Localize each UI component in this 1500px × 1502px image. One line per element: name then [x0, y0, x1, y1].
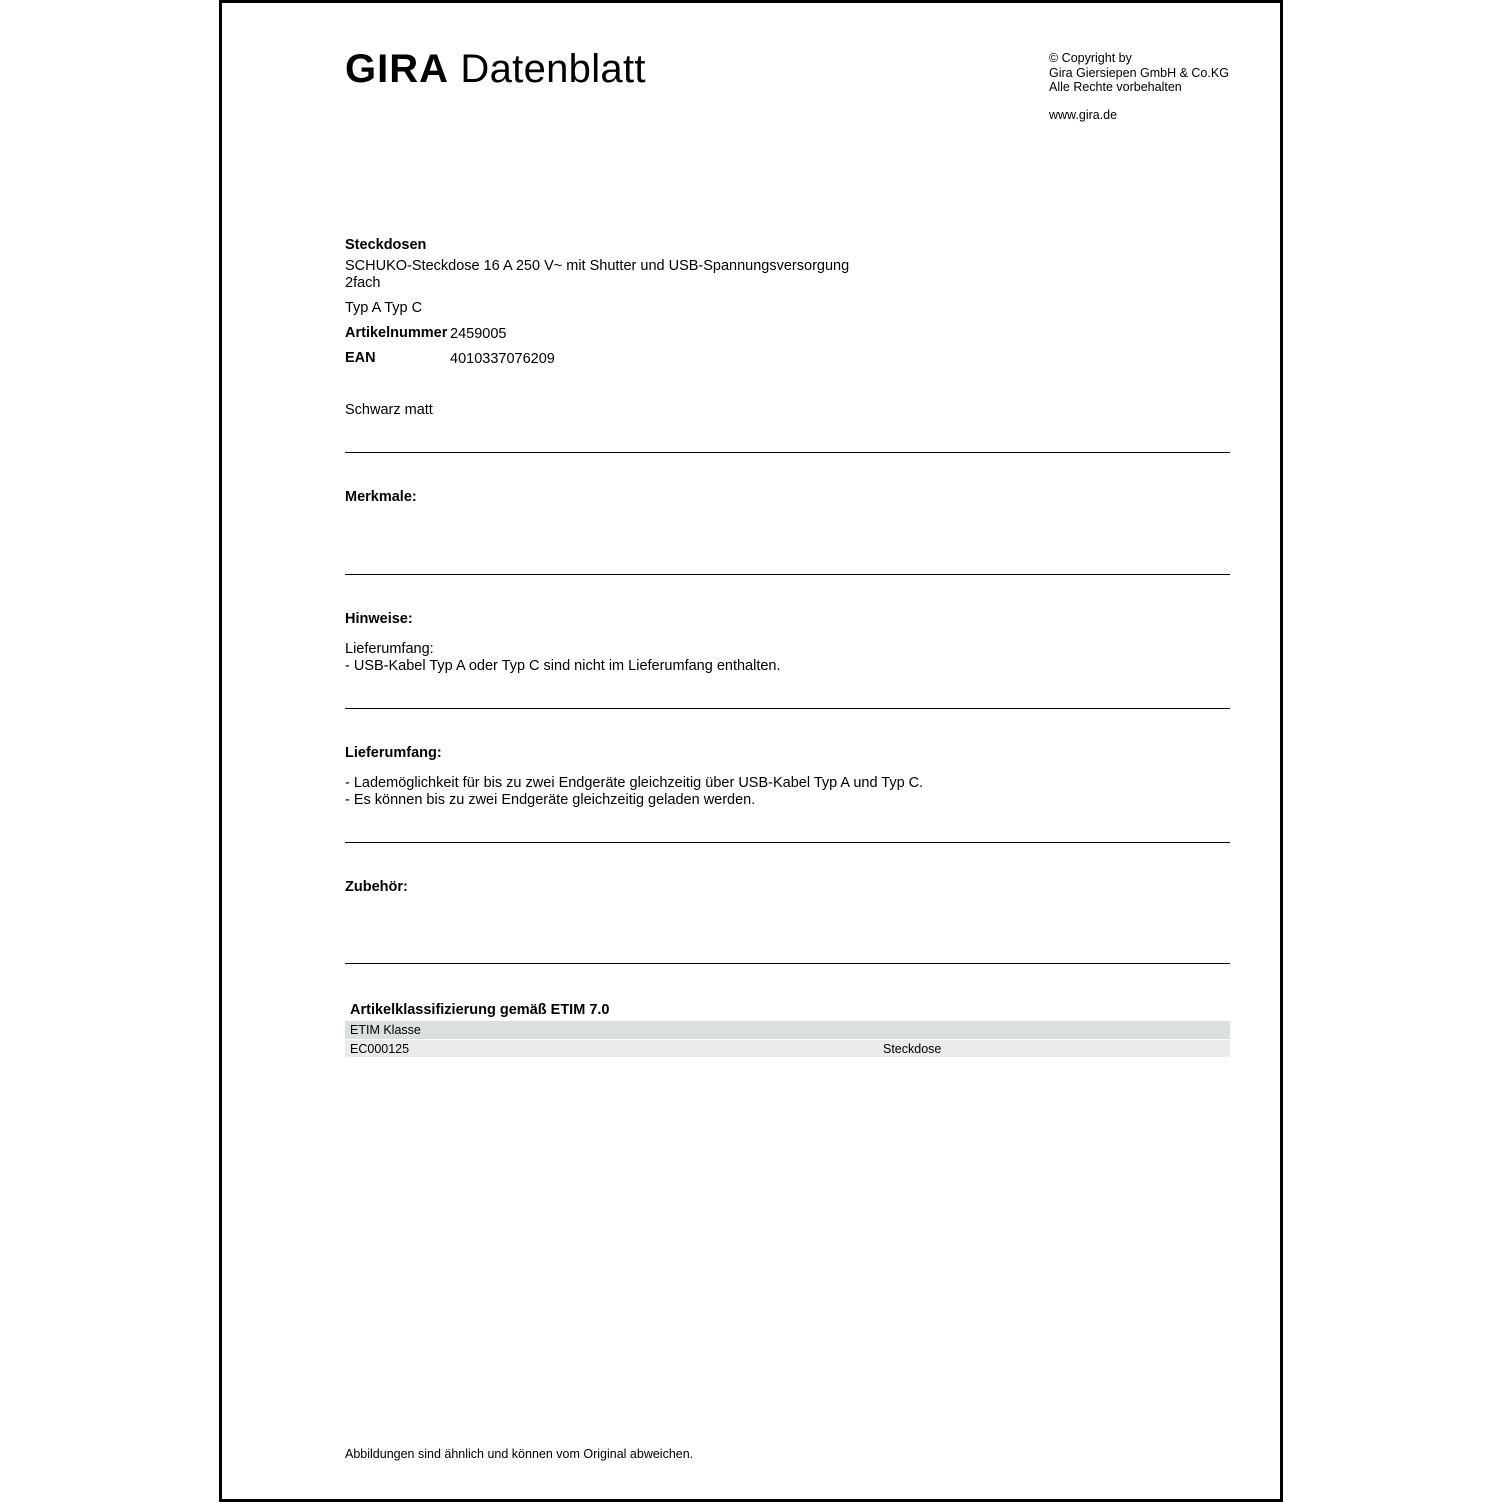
hinweise-line: Lieferumfang: — [345, 641, 434, 657]
merkmale-heading: Merkmale: — [345, 489, 417, 505]
section-divider — [345, 842, 1230, 843]
copyright-line: © Copyright by — [1049, 51, 1132, 65]
gira-logo — [345, 47, 646, 91]
ean-label: EAN — [345, 350, 376, 366]
section-divider — [345, 963, 1230, 964]
product-variant: Typ A Typ C — [345, 300, 423, 316]
table-row — [345, 1040, 1230, 1057]
datasheet-page — [219, 0, 1283, 1502]
lieferumfang-line: - Es können bis zu zwei Endgeräte gleichzeitig geladen werden. — [345, 792, 756, 808]
copyright-line: Gira Giersiepen GmbH & Co.KG — [1049, 65, 1229, 80]
hinweise-heading: Hinweise: — [345, 611, 413, 627]
ean-value: 4010337076209 — [450, 351, 555, 367]
article-number-value: 2459005 — [450, 326, 507, 342]
product-description-2: 2fach — [345, 275, 381, 291]
copyright-line: Alle Rechte vorbehalten — [1049, 80, 1182, 94]
product-color: Schwarz matt — [345, 402, 433, 418]
copyright-block — [1049, 51, 1229, 95]
lieferumfang-heading: Lieferumfang: — [345, 745, 442, 761]
brand-name: GIRA — [345, 47, 449, 91]
website-link[interactable]: www.gira.de — [1049, 108, 1118, 122]
section-divider — [345, 574, 1230, 575]
etim-class-code: EC000125 — [350, 1042, 410, 1056]
lieferumfang-line: - Lademöglichkeit für bis zu zwei Endgeräte gleichzeitig über USB-Kabel Typ A und Typ C. — [345, 775, 924, 791]
etim-header-row — [345, 1021, 1230, 1039]
hinweise-line: - USB-Kabel Typ A oder Typ C sind nicht im Lieferumfang enthalten. — [345, 658, 781, 674]
article-number-label: Artikelnummer — [345, 325, 448, 341]
section-divider — [345, 452, 1230, 453]
zubehoer-heading: Zubehör: — [345, 879, 408, 895]
etim-class-name: Steckdose — [883, 1042, 942, 1056]
document-title: Datenblatt — [460, 47, 646, 91]
section-divider — [345, 708, 1230, 709]
etim-header-label: ETIM Klasse — [350, 1023, 421, 1037]
product-description: SCHUKO-Steckdose 16 A 250 V~ mit Shutter und USB-Spannungsversorgung — [345, 258, 850, 274]
footer-note: Abbildungen sind ähnlich und können vom Original abweichen. — [345, 1447, 694, 1461]
etim-title: Artikelklassifizierung gemäß ETIM 7.0 — [350, 1002, 610, 1018]
product-category: Steckdosen — [345, 237, 427, 253]
